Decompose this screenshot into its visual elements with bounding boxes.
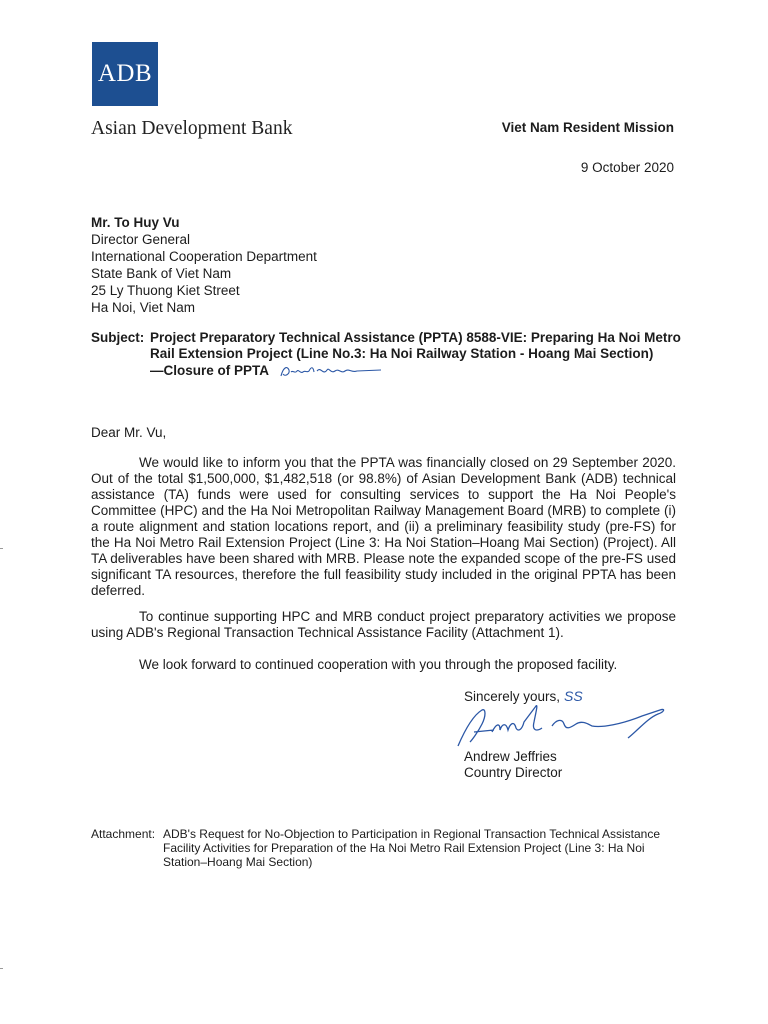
recipient-department: International Cooperation Department <box>91 249 317 264</box>
attachment-text: ADB's Request for No-Objection to Participation in Regional Transaction Technical Assistance Facility Activities for Preparation of the Ha Noi Metro Rail Extension Project (Line 3: Ha Noi Station–Hoang Mai Section) <box>163 827 660 869</box>
body-paragraph-1 <box>91 455 676 599</box>
handwritten-initials <box>277 362 389 380</box>
letter-date: 9 October 2020 <box>580 160 674 175</box>
body-paragraph-2 <box>91 609 676 641</box>
handwritten-initials-ss: SS <box>564 688 583 704</box>
body-paragraph-3: We look forward to continued cooperation with you through the proposed facility. <box>139 657 618 672</box>
mission-name: Viet Nam Resident Mission <box>501 120 674 135</box>
recipient-street: 25 Ly Thuong Kiet Street <box>91 283 240 298</box>
scan-edge-mark <box>0 968 3 969</box>
attachment-note <box>91 827 681 869</box>
subject-block <box>91 330 681 380</box>
scan-edge-mark <box>0 548 3 549</box>
sincerely-text: Sincerely yours, <box>464 688 561 704</box>
recipient-title: Director General <box>91 232 191 247</box>
recipient-address <box>91 214 317 316</box>
signer-title: Country Director <box>464 765 563 780</box>
paragraph-1-text: We would like to inform you that the PPTA was financially closed on 29 September 2020. Out of the total $1,500,000, $1,482,518 (or 98.8%) of Asian Development Bank (ADB) technical assistance (TA) funds were used for consulting services to support the Ha Noi People's Committee (HPC) and the Ha Noi Metropolitan Railway Management Board (MRB) to complete (i) a route alignment and station locations report, and (ii) a preliminary feasibility study (pre-FS) for the Ha Noi Metro Rail Extension Project (Line 3: Ha Noi Station–Hoang Mai Section) (Project). All TA deliverables have been shared with MRB. Please note the expanded scope of the pre-FS used significant TA resources, therefore the full feasibility study included in the original PPTA has been deferred. <box>91 455 676 598</box>
logo-text: ADB <box>97 60 153 87</box>
organization-name: Asian Development Bank <box>91 118 293 139</box>
paragraph-2-text: To continue supporting HPC and MRB conduct project preparatory activities we propose using ADB's Regional Transaction Technical Assistance Facility (Attachment 1). <box>91 609 676 640</box>
salutation: Dear Mr. Vu, <box>91 425 167 440</box>
subject-closure: —Closure of PPTA <box>150 363 270 378</box>
recipient-city: Ha Noi, Viet Nam <box>91 300 196 315</box>
subject-label: Subject: <box>91 330 145 345</box>
adb-logo <box>92 42 158 106</box>
signer-block <box>464 749 562 781</box>
signature <box>452 702 672 750</box>
attachment-label: Attachment: <box>91 827 156 841</box>
recipient-name: Mr. To Huy Vu <box>91 215 180 230</box>
signer-name: Andrew Jeffries <box>464 749 557 764</box>
subject-text: Project Preparatory Technical Assistance (PPTA) 8588-VIE: Preparing Ha Noi Metro Rail Extension Project (Line No.3: Ha Noi Railway Station - Hoang Mai Section) <box>150 330 681 361</box>
recipient-organization: State Bank of Viet Nam <box>91 266 232 281</box>
